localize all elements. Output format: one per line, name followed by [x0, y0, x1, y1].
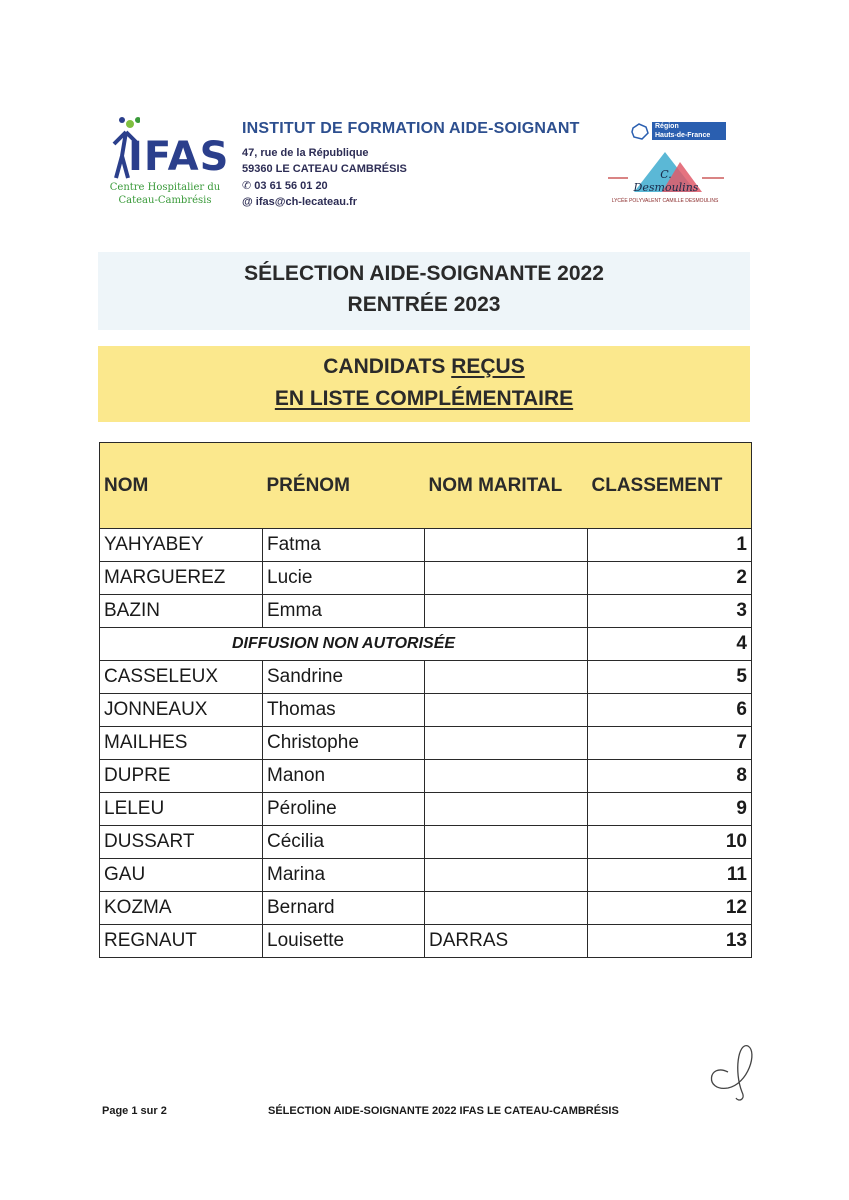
table-row — [100, 694, 752, 727]
phone-number: ✆ 03 61 56 01 20 — [242, 180, 328, 192]
cell-prenom: Manon — [263, 760, 425, 793]
table-row — [100, 793, 752, 826]
cell-nom: MARGUEREZ — [100, 562, 263, 595]
cell-prenom: Péroline — [263, 793, 425, 826]
cell-prenom: Marina — [263, 859, 425, 892]
cell-marital — [425, 793, 588, 826]
handwritten-initials-icon — [698, 1042, 764, 1104]
logo-name: IFAS — [128, 134, 230, 180]
table-row-restricted — [100, 628, 752, 661]
lycee-logo — [600, 148, 730, 210]
region-line-1: Région — [655, 123, 679, 130]
cell-nom: DUPRE — [100, 760, 263, 793]
list-title-part: CANDIDATS — [323, 355, 452, 378]
logo-subtitle-1: Centre Hospitalier du — [109, 182, 221, 193]
table-row — [100, 826, 752, 859]
cell-marital — [425, 760, 588, 793]
table-row — [100, 727, 752, 760]
region-line-2: Hauts-de-France — [655, 132, 711, 139]
cell-marital — [425, 859, 588, 892]
table-row — [100, 892, 752, 925]
page-subtitle: RENTRÉE 2023 — [347, 293, 501, 316]
header-nom: NOM — [100, 443, 263, 529]
list-title-line-1 — [98, 346, 750, 383]
institute-name: INSTITUT DE FORMATION AIDE-SOIGNANT — [242, 120, 580, 137]
cell-nom: BAZIN — [100, 595, 263, 628]
cell-marital — [425, 529, 588, 562]
cell-rank: 11 — [588, 859, 752, 892]
logo-subtitle-2: Cateau-Cambrésis — [118, 195, 212, 206]
cell-rank: 6 — [588, 694, 752, 727]
cell-marital — [425, 727, 588, 760]
lycee-signature: C. Desmoulins — [633, 168, 699, 194]
cell-marital — [425, 826, 588, 859]
candidates-table — [99, 442, 752, 958]
cell-nom: CASSELEUX — [100, 661, 263, 694]
restricted-notice: DIFFUSION NON AUTORISÉE — [100, 628, 588, 661]
cell-nom: YAHYABEY — [100, 529, 263, 562]
cell-nom: LELEU — [100, 793, 263, 826]
table-row — [100, 661, 752, 694]
list-title-line-2: EN LISTE COMPLÉMENTAIRE — [274, 387, 574, 410]
cell-prenom: Lucie — [263, 562, 425, 595]
cell-prenom: Bernard — [263, 892, 425, 925]
cell-prenom: Sandrine — [263, 661, 425, 694]
cell-rank: 3 — [588, 595, 752, 628]
cell-nom: REGNAUT — [100, 925, 263, 958]
list-title-band — [98, 346, 750, 422]
table-row — [100, 760, 752, 793]
table-row — [100, 595, 752, 628]
list-title-underlined: REÇUS — [451, 355, 525, 378]
cell-prenom: Christophe — [263, 727, 425, 760]
page-number: Page 1 sur 2 — [102, 1105, 167, 1117]
cell-marital — [425, 892, 588, 925]
header-classement: CLASSEMENT — [588, 443, 752, 529]
header-prenom: PRÉNOM — [263, 443, 425, 529]
cell-rank: 5 — [588, 661, 752, 694]
cell-rank: 10 — [588, 826, 752, 859]
lycee-caption: LYCÉE POLYVALENT CAMILLE DESMOULINS — [611, 198, 719, 204]
cell-nom: GAU — [100, 859, 263, 892]
header-nom-marital: NOM MARITAL — [425, 443, 588, 529]
cell-nom: KOZMA — [100, 892, 263, 925]
address-line-2: 59360 LE CATEAU CAMBRÉSIS — [242, 163, 407, 175]
region-logo — [630, 120, 728, 142]
cell-marital: DARRAS — [425, 925, 588, 958]
cell-nom: MAILHES — [100, 727, 263, 760]
footer-title: SÉLECTION AIDE-SOIGNANTE 2022 IFAS LE CATEAU-CAMBRÉSIS — [268, 1105, 619, 1117]
institute-info — [242, 120, 622, 208]
cell-rank: 9 — [588, 793, 752, 826]
cell-rank: 8 — [588, 760, 752, 793]
cell-prenom: Thomas — [263, 694, 425, 727]
table-row — [100, 529, 752, 562]
cell-prenom: Emma — [263, 595, 425, 628]
cell-marital — [425, 595, 588, 628]
table-row — [100, 562, 752, 595]
cell-rank: 4 — [588, 628, 752, 661]
cell-marital — [425, 562, 588, 595]
table-row — [100, 925, 752, 958]
cell-rank: 12 — [588, 892, 752, 925]
ifas-logo — [100, 112, 230, 222]
cell-nom: DUSSART — [100, 826, 263, 859]
cell-rank: 1 — [588, 529, 752, 562]
page-title: SÉLECTION AIDE-SOIGNANTE 2022 — [244, 262, 604, 285]
cell-prenom: Louisette — [263, 925, 425, 958]
france-map-icon — [630, 122, 650, 140]
table-header-row — [100, 443, 752, 529]
cell-prenom: Cécilia — [263, 826, 425, 859]
cell-rank: 7 — [588, 727, 752, 760]
cell-marital — [425, 694, 588, 727]
cell-nom: JONNEAUX — [100, 694, 263, 727]
selection-title-band — [98, 252, 750, 330]
email-address: @ ifas@ch-lecateau.fr — [242, 196, 357, 208]
table-row — [100, 859, 752, 892]
address-line-1: 47, rue de la République — [242, 147, 369, 159]
cell-rank: 2 — [588, 562, 752, 595]
cell-prenom: Fatma — [263, 529, 425, 562]
cell-marital — [425, 661, 588, 694]
cell-rank: 13 — [588, 925, 752, 958]
